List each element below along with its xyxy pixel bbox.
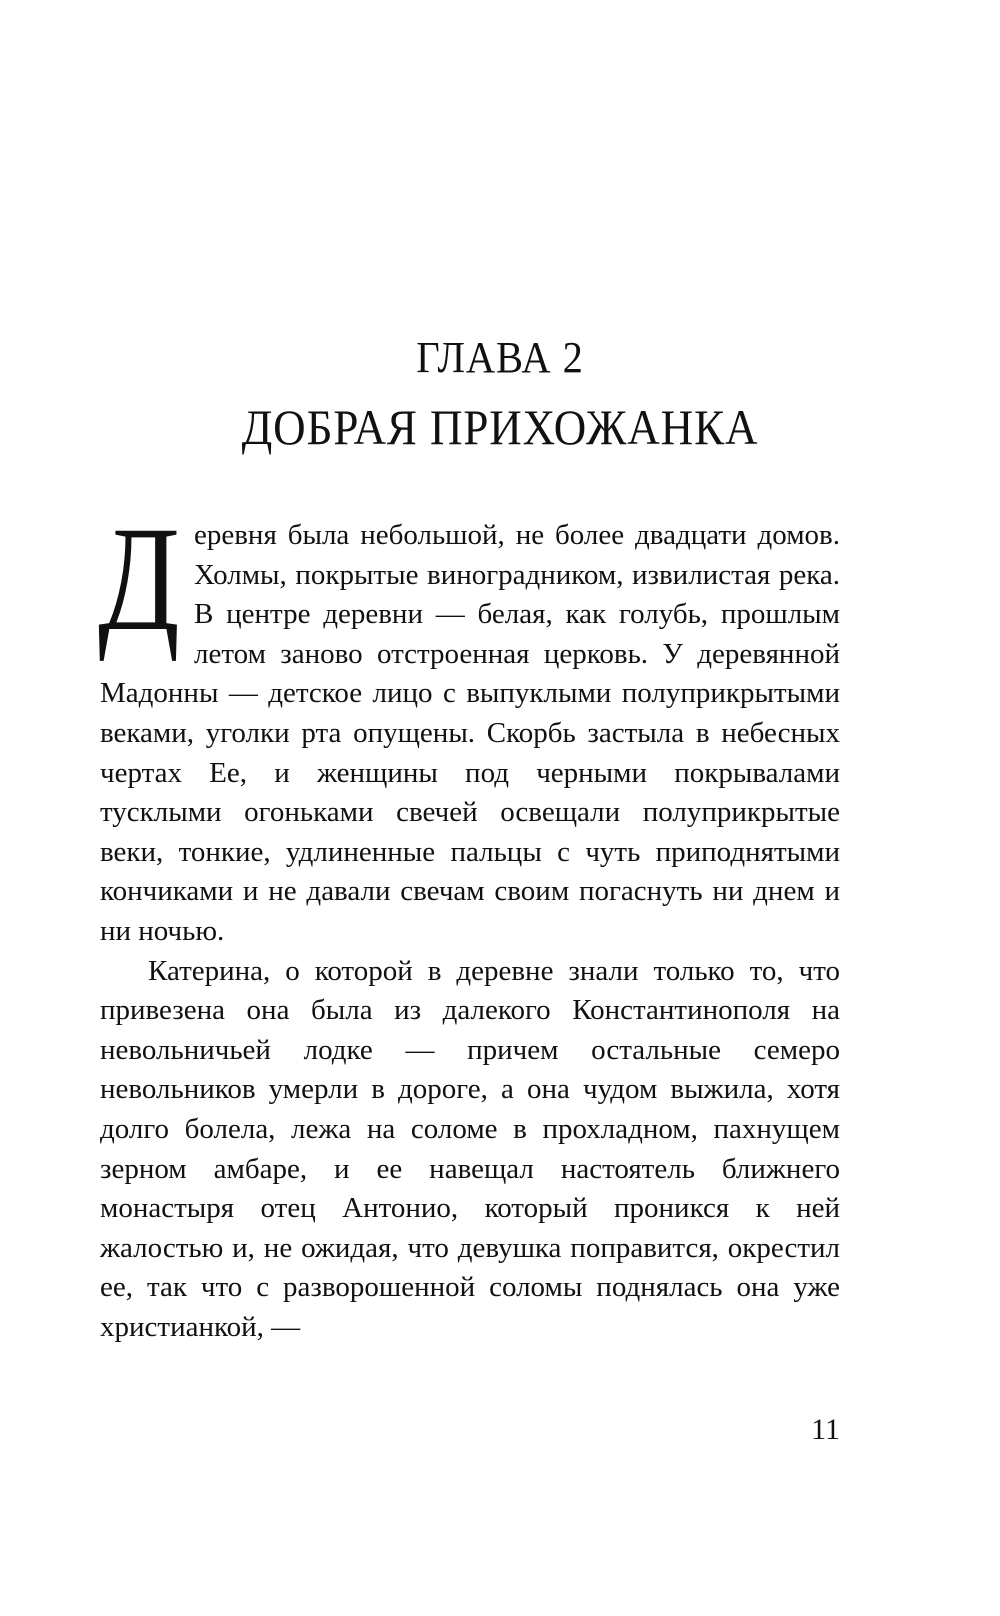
page-number: 11: [811, 1413, 840, 1446]
paragraph-1-text: еревня была небольшой, не более двадцати домов. Холмы, покрытые виноградником, извилистая река. В центре деревни — белая, как голубь, прошлым летом заново отстроенная церковь. У деревянной Мадонны — детское лицо с выпуклыми полуприкрытыми веками, уголки рта опущены. Скорбь застыла в небесных чертах Ее, и женщины под черными покрывалами тусклыми огоньками свечей освещали полуприкрытые веки, тонкие, удлиненные пальцы с чуть приподнятыми кончиками и не давали свечам своим погаснуть ни днем и ни ночью.: [100, 519, 840, 947]
chapter-title: ДОБРАЯ ПРИХОЖАНКА: [241, 399, 759, 455]
chapter-number: ГЛАВА 2: [416, 333, 584, 382]
paragraph-1: [98, 496, 840, 952]
body-text: [98, 496, 840, 1347]
drop-cap: Д: [98, 496, 180, 662]
paragraph-2: Катерина, о которой в деревне знали только то, что привезена она была из далекого Константинополя на невольничьей лодке — причем остальные семеро невольников умерли в дороге, а она чудом выжила, хотя долго болела, лежа на соломе в прохладном, пахнущем зерном амбаре, и ее навещал настоятель ближнего монастыря отец Антонио, который проникся к ней жалостью и, не ожидая, что девушка поправится, окрестил ее, так что с разворошенной соломы поднялась она уже христианкой, —: [100, 954, 840, 1343]
